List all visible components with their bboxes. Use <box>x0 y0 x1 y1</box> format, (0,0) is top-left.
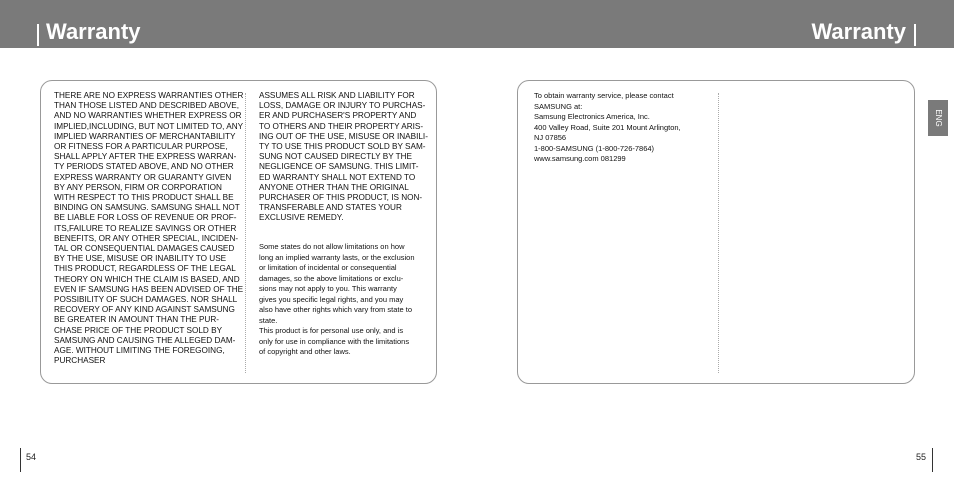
warranty-column-2-caps: ASSUMES ALL RISK AND LIABILITY FOR LOSS, DAMAGE OR INJURY TO PURCHAS- ER AND PURCHASER'S PROPERTY AND TO OTHERS AND THEIR PROPERTY ARIS- ING OUT OF THE USE, MISUSE OR INABILI- TY TO USE THIS PRODUCT SOLD BY SAM- SUNG NOT CAUSED DIRECTLY BY THE NEGLIGENCE OF SAMSUNG. THIS LIMIT- ED WARRANTY SHALL NOT EXTEND TO ANYONE OTHER THAN THE ORIGINAL PURCHASER OF THIS PRODUCT, IS NON- TRANSFERABLE AND STATES YOUR EXCLUSIVE REMEDY. <box>259 91 428 223</box>
header-bar-right <box>914 24 916 46</box>
header-bar-left <box>37 24 39 46</box>
page-title-right: Warranty <box>811 19 906 44</box>
page-title-left: Warranty <box>46 19 141 44</box>
column-divider-right <box>718 93 719 373</box>
page-mark-left <box>20 448 21 472</box>
column-divider-left <box>245 93 246 373</box>
page-number-right: 55 <box>916 452 927 462</box>
page-header <box>0 0 954 48</box>
warranty-column-2-normal: Some states do not allow limitations on how long an implied warranty lasts, or the exclusion or limitation of incidental or consequential damages, so the above limitations or exclu- sions may not apply to you. This warranty gives you specific legal rights, and you may also have other rights which vary from state to state. This product is for personal use only, and is only for use in compliance with the limitations of copyright and other laws. <box>259 242 415 356</box>
page-number-left: 54 <box>26 452 37 462</box>
left-text-panel <box>40 80 437 384</box>
right-text-panel <box>517 80 915 384</box>
language-tab-label: ENG <box>934 109 943 127</box>
page-mark-right <box>932 448 933 472</box>
language-tab <box>928 100 948 136</box>
contact-info: To obtain warranty service, please contact SAMSUNG at: Samsung Electronics America, Inc. 400 Valley Road, Suite 201 Mount Arlington, NJ 07856 1-800-SAMSUNG (1-800-726-7864) www.samsung.com 081299 <box>534 91 681 163</box>
warranty-column-1: THERE ARE NO EXPRESS WARRANTIES OTHER THAN THOSE LISTED AND DESCRIBED ABOVE, AND NO WARRANTIES WHETHER EXPRESS OR IMPLIED,INCLUDING, BUT NOT LIMITED TO, ANY IMPLIED WARRANTIES OF MERCHANTABILITY OR FITNESS FOR A PARTICULAR PURPOSE, SHALL APPLY AFTER THE EXPRESS WARRAN- TY PERIODS STATED ABOVE, AND NO OTHER EXPRESS WARRANTY OR GUARANTY GIVEN BY ANY PERSON, FIRM OR CORPORATION WITH RESPECT TO THIS PRODUCT SHALL BE BINDING ON SAMSUNG. SAMSUNG SHALL NOT BE LIABLE FOR LOSS OF REVENUE OR PROF- ITS,FAILURE TO REALIZE SAVINGS OR OTHER BENEFITS, OR ANY OTHER SPECIAL, INCIDEN- TAL OR CONSEQUENTIAL DAMAGES CAUSED BY THE USE, MISUSE OR INABILITY TO USE THIS PRODUCT, REGARDLESS OF THE LEGAL THEORY ON WHICH THE CLAIM IS BASED, AND EVEN IF SAMSUNG HAS BEEN ADVISED OF THE POSSIBILITY OF SUCH DAMAGES. NOR SHALL RECOVERY OF ANY KIND AGAINST SAMSUNG BE GREATER IN AMOUNT THAN THE PUR- CHASE PRICE OF THE PRODUCT SOLD BY SAMSUNG AND CAUSING THE ALLEGED DAM- AGE. WITHOUT LIMITING THE FOREGOING, PURCHASER <box>54 91 244 366</box>
